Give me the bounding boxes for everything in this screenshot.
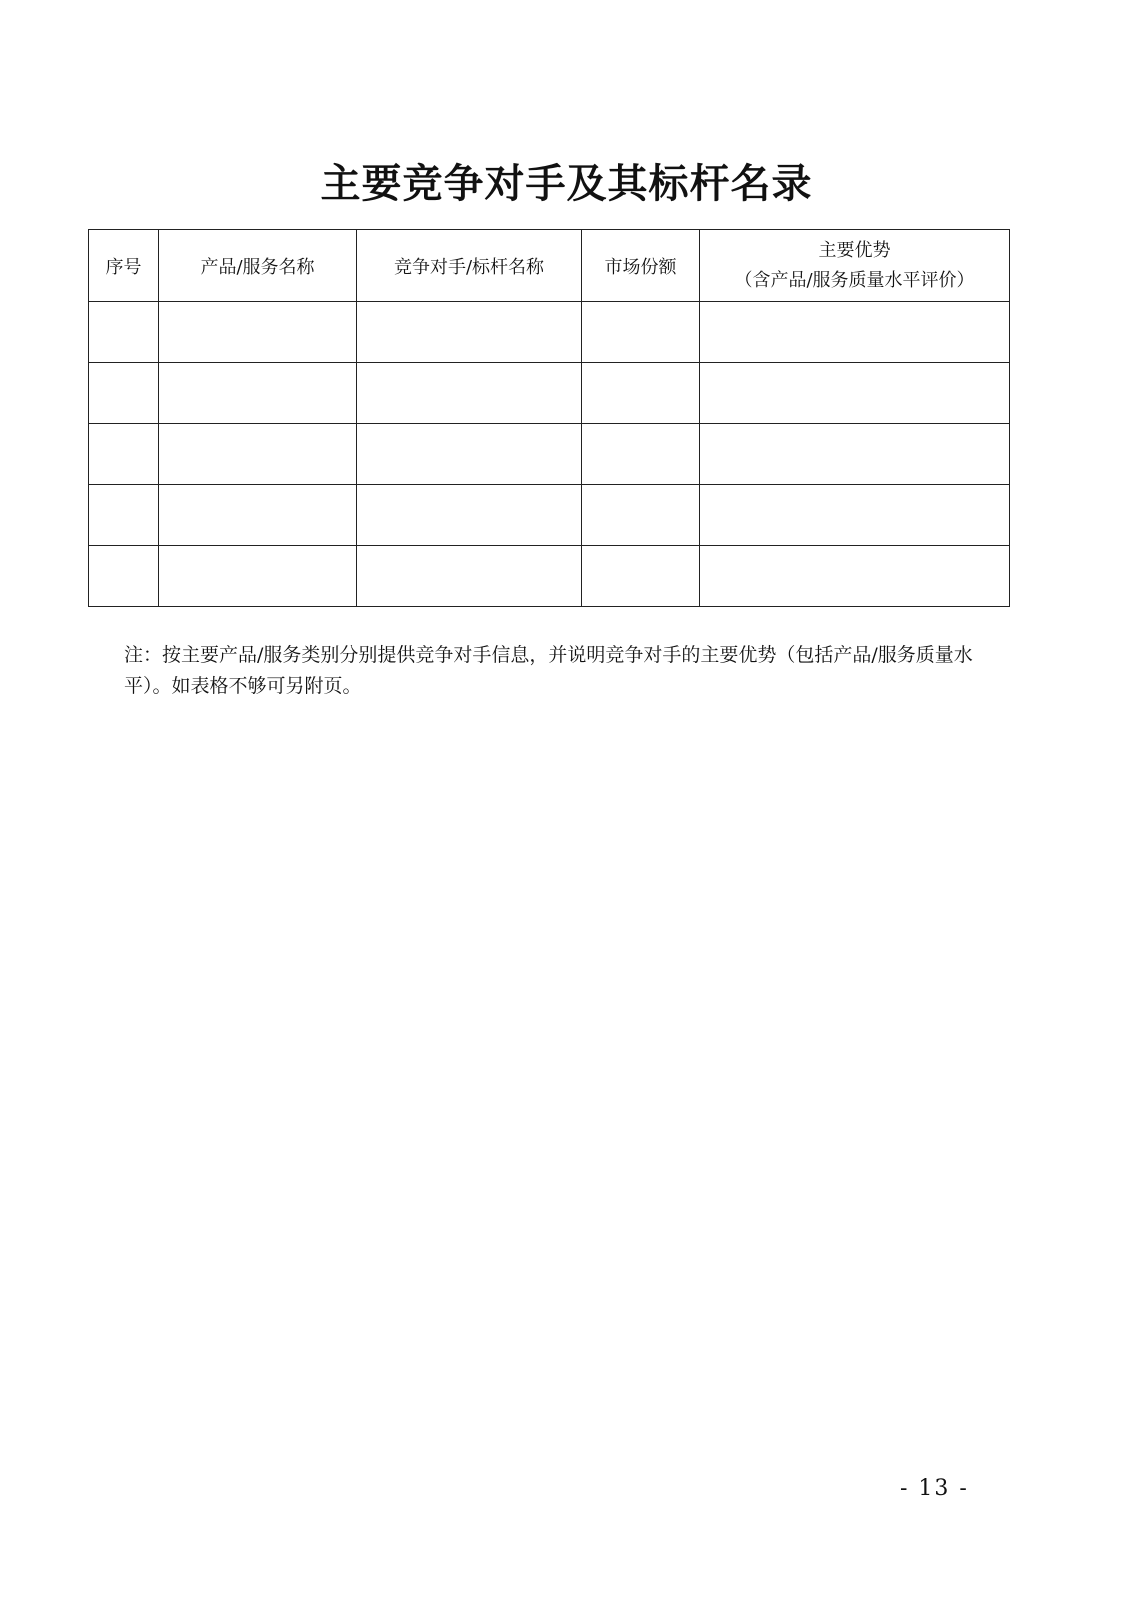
cell-product[interactable] <box>159 485 357 546</box>
header-advantage <box>700 230 1010 302</box>
table-row <box>89 546 1010 607</box>
table-row <box>89 485 1010 546</box>
header-competitor: 竞争对手/标杆名称 <box>357 230 582 302</box>
cell-competitor[interactable] <box>357 546 582 607</box>
page-number: - 13 - <box>900 1476 969 1501</box>
header-advantage-title: 主要优势 <box>818 239 891 261</box>
competitor-table <box>88 229 1010 607</box>
cell-seq[interactable] <box>89 485 159 546</box>
cell-advantage[interactable] <box>700 302 1010 363</box>
cell-advantage[interactable] <box>700 363 1010 424</box>
cell-market-share[interactable] <box>582 546 700 607</box>
cell-advantage[interactable] <box>700 424 1010 485</box>
footnote: 注：按主要产品/服务类别分别提供竞争对手信息，并说明竞争对手的主要优势（包括产品/服务质量水平）。如表格不够可另附页。 <box>124 644 973 697</box>
cell-product[interactable] <box>159 363 357 424</box>
cell-market-share[interactable] <box>582 363 700 424</box>
page-title: 主要竞争对手及其标杆名录 <box>320 160 813 207</box>
cell-market-share[interactable] <box>582 302 700 363</box>
header-seq: 序号 <box>89 230 159 302</box>
cell-competitor[interactable] <box>357 363 582 424</box>
cell-competitor[interactable] <box>357 302 582 363</box>
cell-product[interactable] <box>159 546 357 607</box>
cell-seq[interactable] <box>89 424 159 485</box>
cell-advantage[interactable] <box>700 546 1010 607</box>
cell-advantage[interactable] <box>700 485 1010 546</box>
cell-product[interactable] <box>159 302 357 363</box>
table-row <box>89 424 1010 485</box>
cell-competitor[interactable] <box>357 424 582 485</box>
cell-seq[interactable] <box>89 546 159 607</box>
cell-market-share[interactable] <box>582 485 700 546</box>
header-advantage-subtitle: （含产品/服务质量水平评价） <box>734 269 975 291</box>
header-product: 产品/服务名称 <box>159 230 357 302</box>
table-row <box>89 302 1010 363</box>
table-row <box>89 363 1010 424</box>
cell-competitor[interactable] <box>357 485 582 546</box>
cell-seq[interactable] <box>89 363 159 424</box>
cell-market-share[interactable] <box>582 424 700 485</box>
header-market-share: 市场份额 <box>582 230 700 302</box>
table-header-row <box>89 230 1010 302</box>
cell-seq[interactable] <box>89 302 159 363</box>
cell-product[interactable] <box>159 424 357 485</box>
